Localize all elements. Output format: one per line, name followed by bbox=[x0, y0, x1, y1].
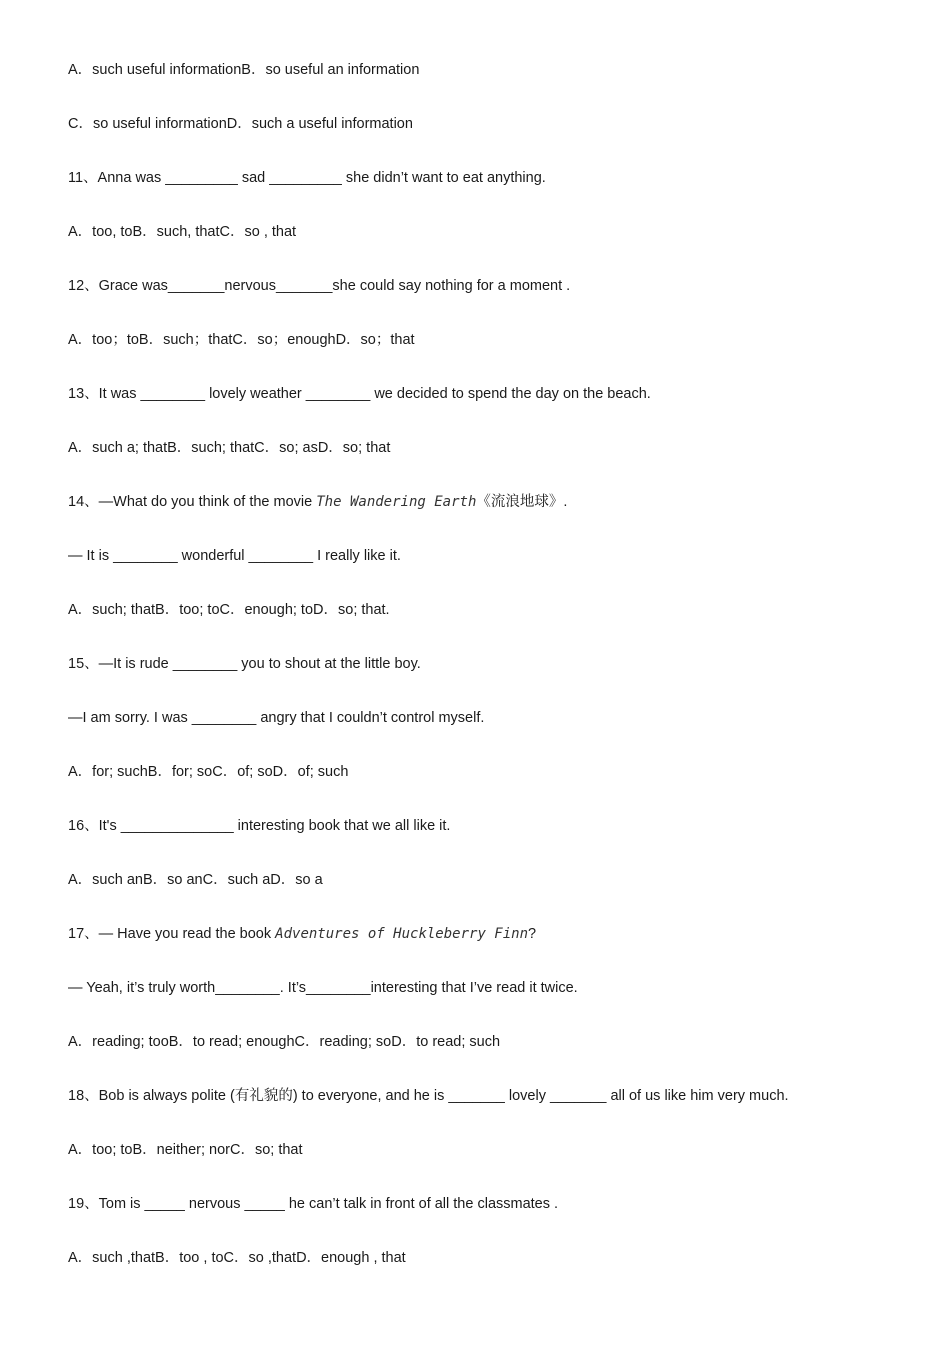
q17-book-title: Adventures of Huckleberry Finn bbox=[275, 926, 529, 942]
q17-answer-line: — Yeah, it’s truly worth________. It’s________interesting that I’ve read it twice. bbox=[68, 980, 578, 996]
q19-options: A．such ,thatB．too , toC．so ,thatD．enough , that bbox=[68, 1250, 406, 1266]
q17-prefix: 17、— Have you read the book bbox=[68, 926, 276, 942]
q10-options-line-2: C．so useful informationD．such a useful information bbox=[68, 116, 413, 132]
question-15: 15、—It is rude ________ you to shout at the little boy. bbox=[68, 656, 421, 672]
q14-prefix: 14、—What do you think of the movie bbox=[68, 494, 317, 510]
q14-suffix: 《流浪地球》. bbox=[476, 494, 568, 510]
q13-options: A．such a; thatB．such; thatC．so; asD．so; that bbox=[68, 440, 391, 456]
question-17 bbox=[68, 924, 536, 944]
q10-options-line-1: A．such useful informationB．so useful an information bbox=[68, 62, 420, 78]
q18-options: A．too; toB．neither; norC．so; that bbox=[68, 1142, 303, 1158]
question-11: 11、Anna was _________ sad _________ she didn’t want to eat anything. bbox=[68, 170, 546, 186]
q12-options: A．too；toB．such；thatC．so；enoughD．so；that bbox=[68, 332, 415, 348]
q14-options: A．such; thatB．too; toC．enough; toD．so; that. bbox=[68, 602, 390, 618]
q14-movie-title: The Wandering Earth bbox=[316, 494, 477, 510]
q14-answer-line: — It is ________ wonderful ________ I really like it. bbox=[68, 548, 401, 564]
question-13: 13、It was ________ lovely weather ________ we decided to spend the day on the beach. bbox=[68, 386, 651, 402]
q11-options: A．too, toB．such, thatC．so , that bbox=[68, 224, 297, 240]
question-19: 19、Tom is _____ nervous _____ he can’t talk in front of all the classmates . bbox=[68, 1196, 559, 1212]
q16-options: A．such anB．so anC．such aD．so a bbox=[68, 872, 323, 888]
q15-options: A．for; suchB．for; soC．of; soD．of; such bbox=[68, 764, 349, 780]
q15-answer-line: —I am sorry. I was ________ angry that I couldn’t control myself. bbox=[68, 710, 485, 726]
question-16: 16、It's ______________ interesting book that we all like it. bbox=[68, 818, 451, 834]
q17-suffix: ? bbox=[528, 926, 537, 942]
q17-options: A．reading; tooB．to read; enoughC．reading; soD．to read; such bbox=[68, 1034, 501, 1050]
question-12: 12、Grace was_______nervous_______she could say nothing for a moment . bbox=[68, 278, 571, 294]
question-14 bbox=[68, 492, 567, 512]
question-18: 18、Bob is always polite (有礼貌的) to everyone, and he is _______ lovely _______ all of us like him very much. bbox=[68, 1088, 789, 1104]
